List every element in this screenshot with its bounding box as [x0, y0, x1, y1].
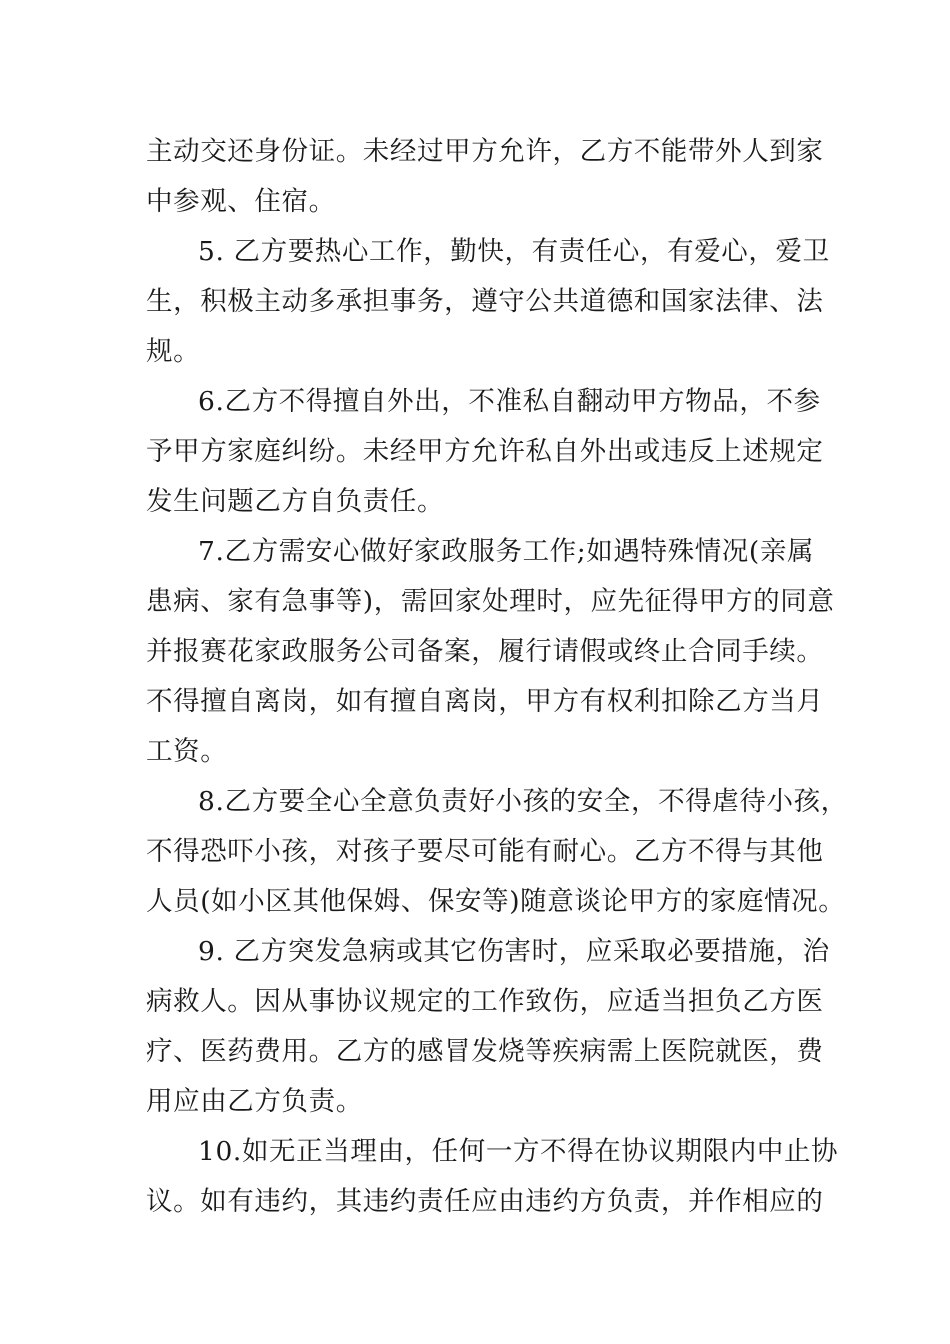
clause-10-start: 10.如无正当理由，任何一方不得在协议期限内中止协	[198, 1136, 839, 1167]
text-line: 发生问题乙方自负责任。	[146, 486, 445, 517]
text-line: 不得恐吓小孩，对孩子要尽可能有耐心。乙方不得与其他	[146, 836, 824, 867]
text-line: 规。	[146, 336, 201, 367]
clause-5-start: 5. 乙方要热心工作，勤快，有责任心，有爱心，爱卫	[198, 236, 830, 267]
text-line: 议。如有违约，其违约责任应由违约方负责，并作相应的	[146, 1186, 824, 1217]
text-line: 并报赛花家政服务公司备案，履行请假或终止合同手续。	[146, 636, 824, 667]
text-line: 中参观、住宿。	[146, 186, 336, 217]
clause-6-start: 6.乙方不得擅自外出，不准私自翻动甲方物品，不参	[198, 386, 821, 417]
clause-7-start: 7.乙方需安心做好家政服务工作;如遇特殊情况(亲属	[198, 536, 815, 567]
text-line: 疗、医药费用。乙方的感冒发烧等疾病需上医院就医，费	[146, 1036, 824, 1067]
text-line: 人员(如小区其他保姆、保安等)随意谈论甲方的家庭情况。	[146, 886, 846, 917]
text-line: 主动交还身份证。未经过甲方允许，乙方不能带外人到家	[146, 136, 824, 167]
text-line: 病救人。因从事协议规定的工作致伤，应适当担负乙方医	[146, 986, 824, 1017]
text-line: 予甲方家庭纠纷。未经甲方允许私自外出或违反上述规定	[146, 436, 824, 467]
text-line: 患病、家有急事等)，需回家处理时，应先征得甲方的同意	[146, 586, 835, 617]
text-line: 用应由乙方负责。	[146, 1086, 363, 1117]
text-line: 不得擅自离岗，如有擅自离岗，甲方有权利扣除乙方当月	[146, 686, 824, 717]
clause-9-start: 9. 乙方突发急病或其它伤害时，应采取必要措施，治	[198, 936, 830, 967]
text-line: 生，积极主动多承担事务，遵守公共道德和国家法律、法	[146, 286, 824, 317]
clause-8-start: 8.乙方要全心全意负责好小孩的安全，不得虐待小孩，	[198, 786, 848, 817]
text-line: 工资。	[146, 736, 228, 767]
